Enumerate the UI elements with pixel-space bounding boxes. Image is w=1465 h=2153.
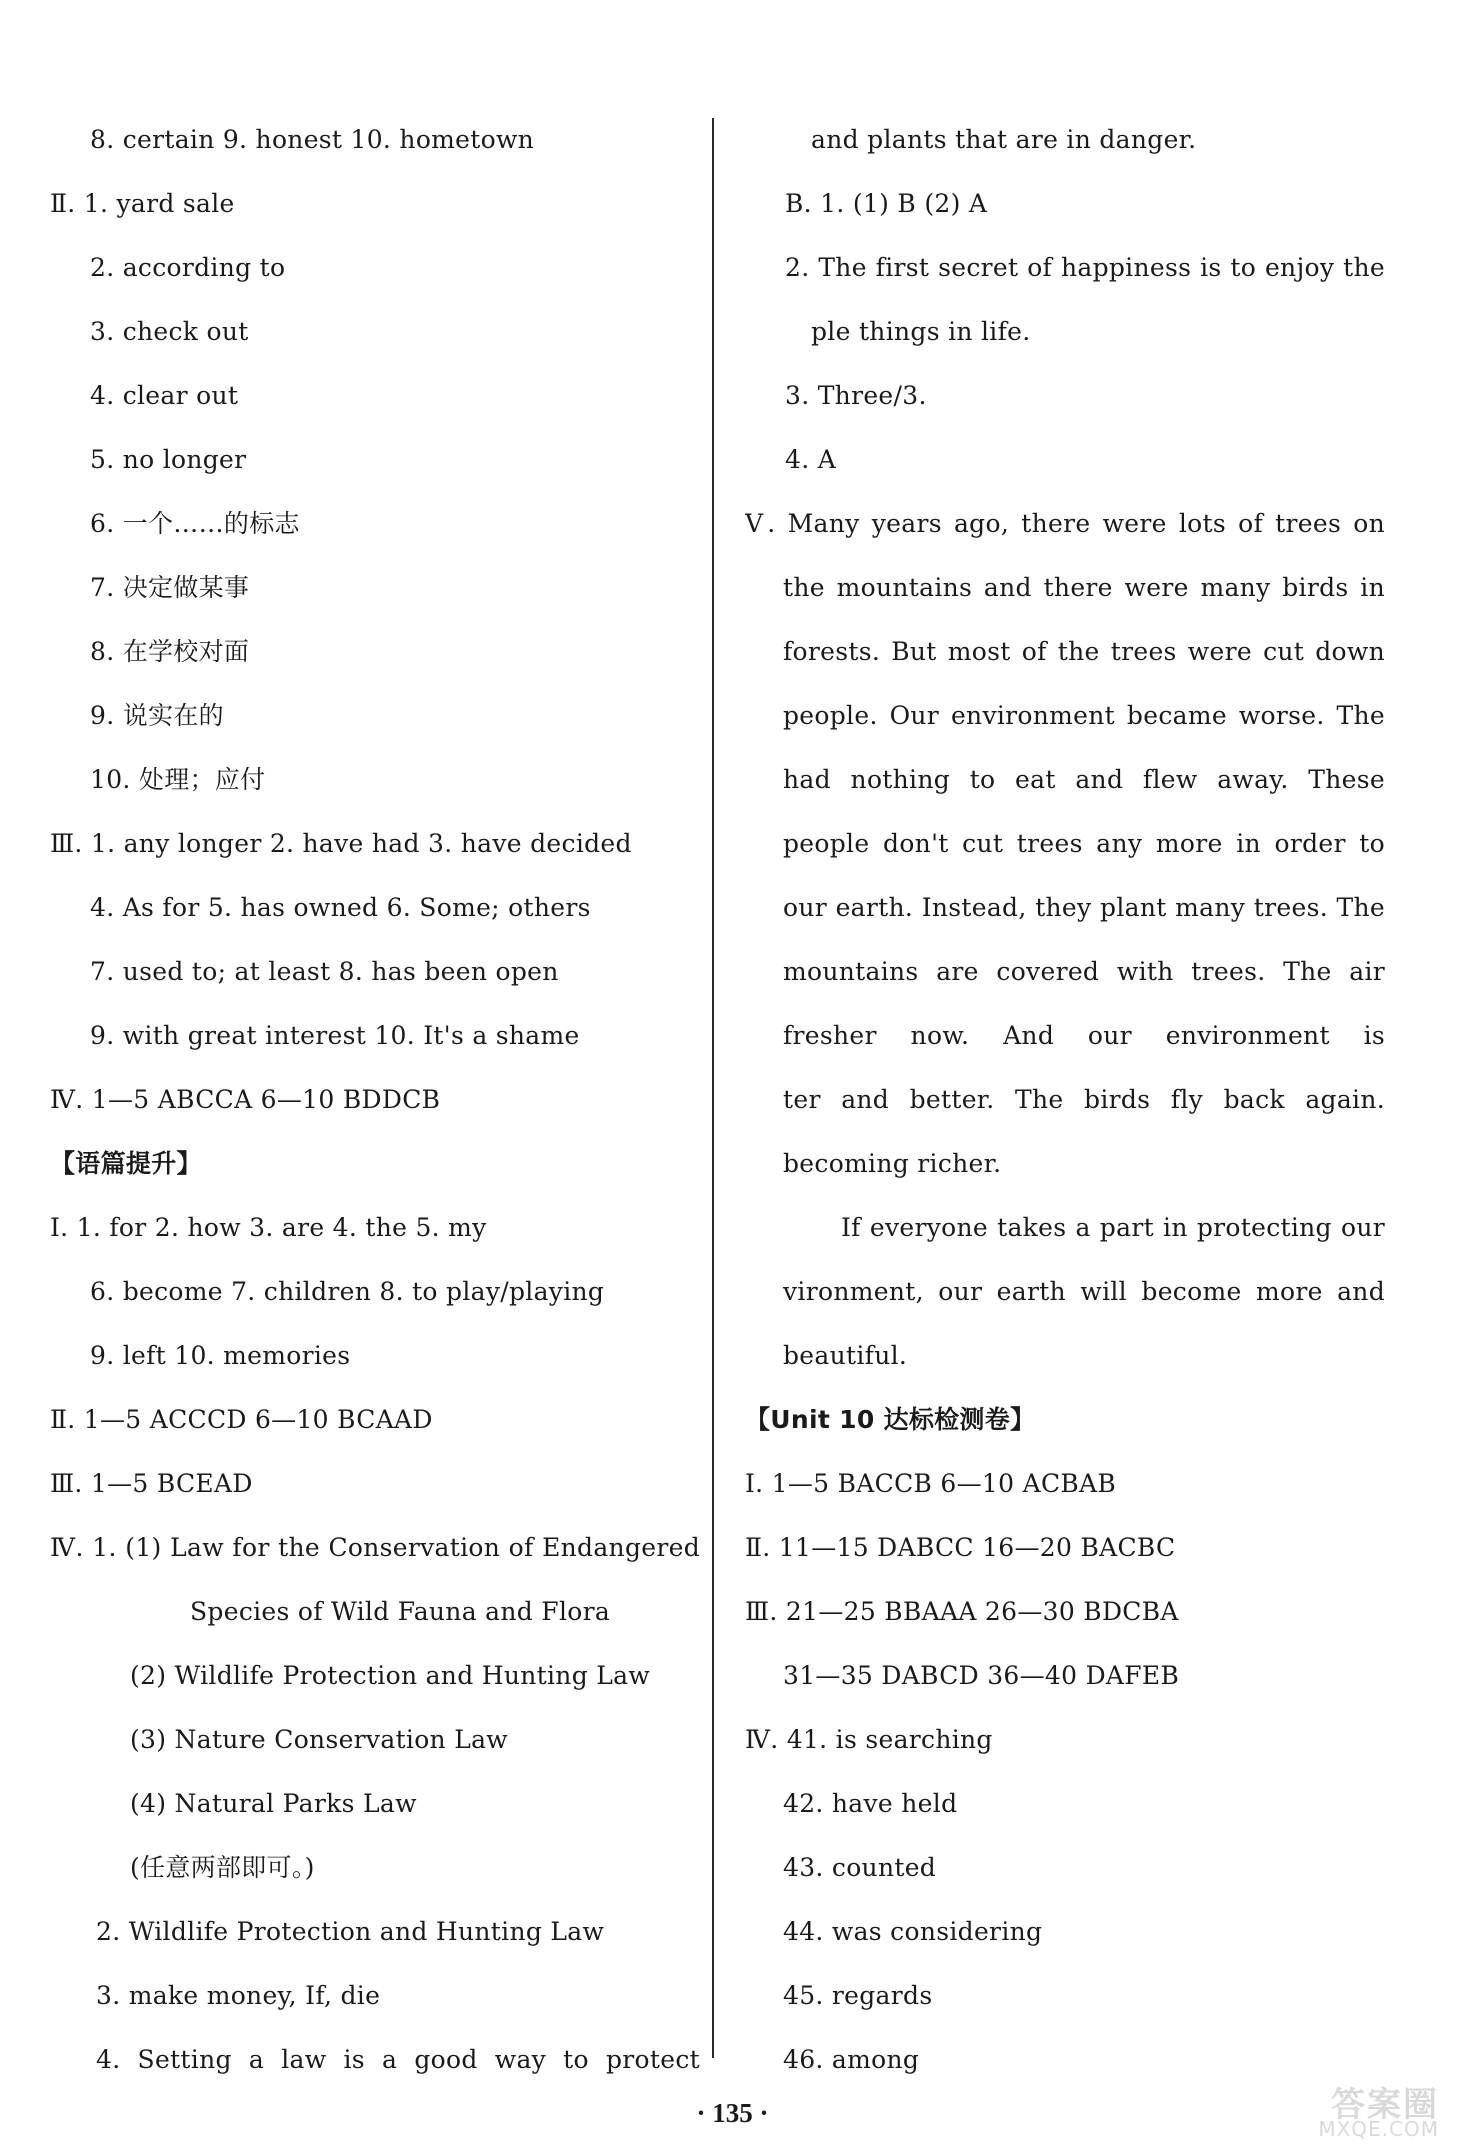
answer-line: 4. As for 5. has owned 6. Some; others (90, 893, 591, 922)
answer-line: If everyone takes a part in protecting our (841, 1213, 1385, 1242)
answer-line: 2. Wildlife Protection and Hunting Law (96, 1917, 605, 1946)
answer-line: (4) Natural Parks Law (130, 1789, 417, 1818)
answer-line: Ⅳ. 1. (1) Law for the Conservation of Endangered (50, 1533, 700, 1562)
answer-line: 42. have held (783, 1789, 958, 1818)
answer-line: 9. with great interest 10. It's a shame (90, 1021, 580, 1050)
answer-line: 3. make money, If, die (96, 1981, 381, 2010)
answer-line: 【语篇提升】 (50, 1149, 202, 1178)
answer-line: 45. regards (783, 1981, 933, 2010)
answer-line: 2. according to (90, 253, 286, 282)
answer-line: and plants that are in danger. (811, 125, 1197, 154)
answer-line: Ⅱ. 11—15 DABCC 16—20 BACBC (745, 1533, 1176, 1562)
answer-line: the mountains and there were many birds in (783, 573, 1385, 602)
answer-line: Ⅰ. 1—5 BACCB 6—10 ACBAB (745, 1469, 1117, 1498)
answer-line: 8. certain 9. honest 10. hometown (90, 125, 535, 154)
answer-line: 7. used to; at least 8. has been open (90, 957, 559, 986)
answer-line: 6. 一个……的标志 (90, 509, 300, 538)
answer-line: beautiful. (783, 1341, 908, 1370)
answer-line: Ⅲ. 1. any longer 2. have had 3. have decided (50, 829, 632, 858)
answer-line: 5. no longer (90, 445, 247, 474)
answer-line: Ⅲ. 1—5 BCEAD (50, 1469, 253, 1498)
watermark-logo: 答案圈 (1331, 2085, 1439, 2125)
answer-line: 4. A (785, 445, 837, 474)
answer-line: 4. Setting a law is a good way to protect (96, 2045, 700, 2074)
answer-line: (任意两部即可。) (130, 1853, 315, 1882)
answer-line: vironment, our earth will become more and (783, 1277, 1385, 1306)
answer-line: Ⅰ. 1. for 2. how 3. are 4. the 5. my (50, 1213, 487, 1242)
answer-line: Ⅱ. 1. yard sale (50, 189, 235, 218)
answer-line: our earth. Instead, they plant many trees. The (783, 893, 1385, 922)
answer-line: 【Unit 10 达标检测卷】 (745, 1405, 1036, 1434)
answer-line: ple things in life. (811, 317, 1031, 346)
answer-line: Ⅲ. 21—25 BBAAA 26—30 BDCBA (745, 1597, 1179, 1626)
answer-line: 31—35 DABCD 36—40 DAFEB (783, 1661, 1180, 1690)
answer-line: 43. counted (783, 1853, 937, 1882)
answer-line: 44. was considering (783, 1917, 1043, 1946)
answer-line: mountains are covered with trees. The air (783, 957, 1385, 986)
page-number: · 135 · (696, 2098, 769, 2128)
right-column (745, 108, 1385, 2092)
answer-line: (3) Nature Conservation Law (130, 1725, 509, 1754)
answer-line: Species of Wild Fauna and Flora (190, 1597, 611, 1626)
answer-line: Ⅳ. 41. is searching (745, 1725, 993, 1754)
answer-line: ter and better. The birds fly back again. (783, 1085, 1385, 1114)
answer-line: people. Our environment became worse. The (783, 701, 1385, 730)
answer-line: 46. among (783, 2045, 920, 2074)
answer-line: 9. left 10. memories (90, 1341, 351, 1370)
answer-line: 8. 在学校对面 (90, 637, 250, 666)
answer-line: 9. 说实在的 (90, 701, 224, 730)
watermark (1189, 2077, 1439, 2141)
answer-line: 2. The first secret of happiness is to enjoy the (785, 253, 1385, 282)
column-divider (712, 118, 714, 2058)
answer-line: had nothing to eat and flew away. These (783, 765, 1385, 794)
answer-line: forests. But most of the trees were cut down (783, 637, 1385, 666)
answer-line: becoming richer. (783, 1149, 1002, 1178)
answer-line: Ⅱ. 1—5 ACCCD 6—10 BCAAD (50, 1405, 433, 1434)
answer-line: 3. Three/3. (785, 381, 927, 410)
answer-line: Ⅴ. Many years ago, there were lots of trees on (745, 509, 1385, 538)
answer-line: (2) Wildlife Protection and Hunting Law (130, 1661, 651, 1690)
answer-line: fresher now. And our environment is (783, 1021, 1385, 1050)
answer-line: Ⅳ. 1—5 ABCCA 6—10 BDDCB (50, 1085, 441, 1114)
answer-line: 3. check out (90, 317, 249, 346)
answer-line: 10. 处理；应付 (90, 765, 266, 794)
answer-line: 4. clear out (90, 381, 239, 410)
answer-line: B. 1. (1) B (2) A (785, 189, 988, 218)
answer-line: people don't cut trees any more in order to (783, 829, 1385, 858)
answer-line: 7. 决定做某事 (90, 573, 250, 602)
answer-line: 6. become 7. children 8. to play/playing (90, 1277, 605, 1306)
watermark-url: MXQE.COM (1318, 2117, 1439, 2141)
left-column (50, 108, 700, 2092)
